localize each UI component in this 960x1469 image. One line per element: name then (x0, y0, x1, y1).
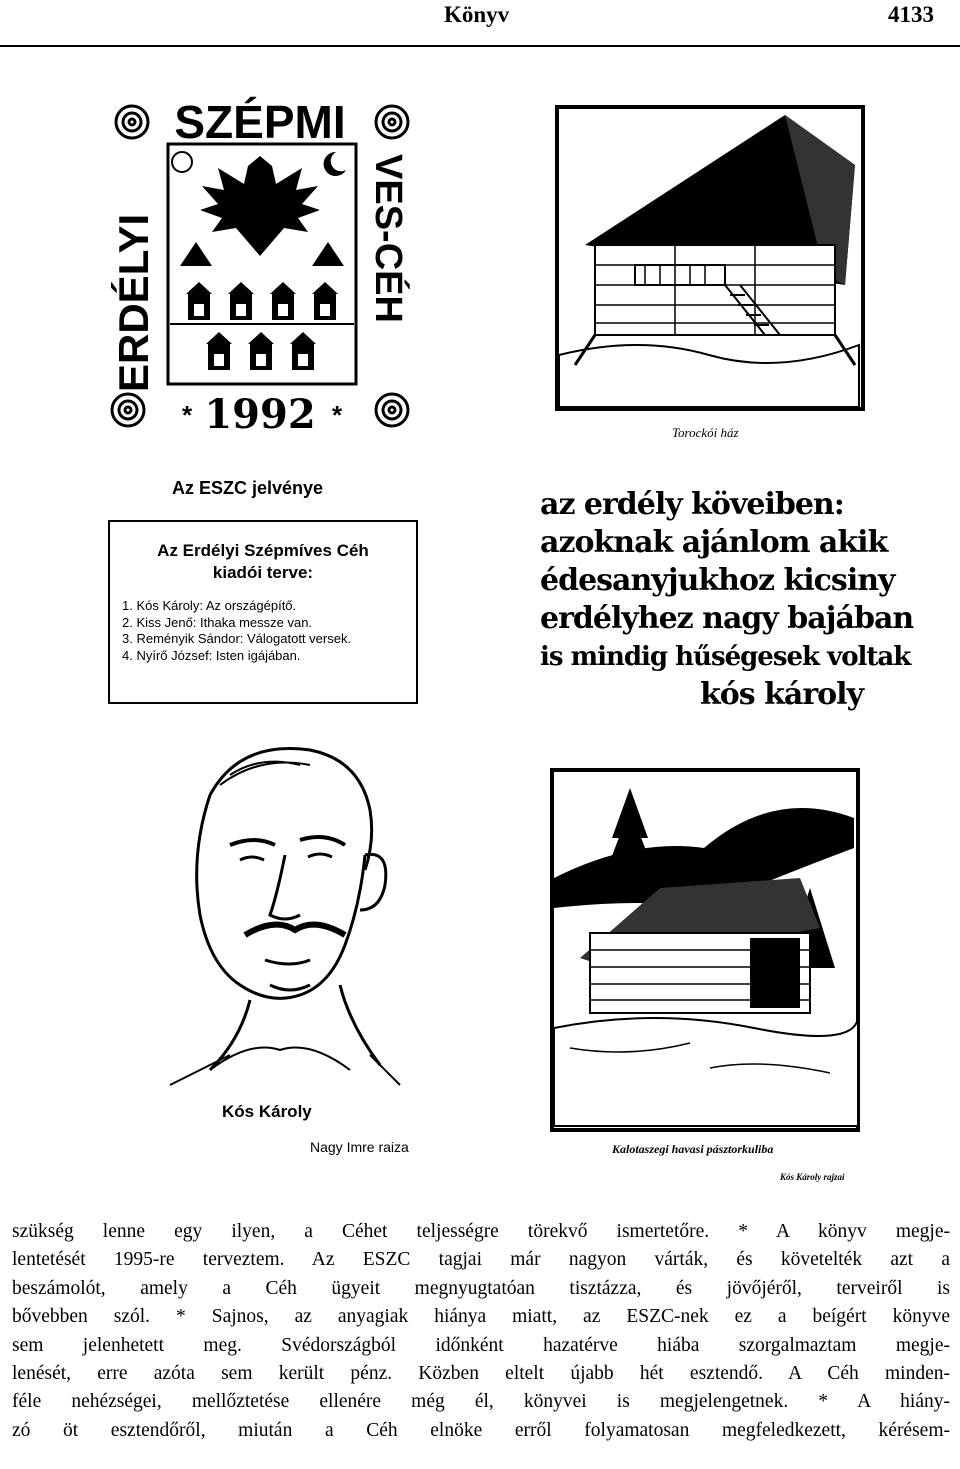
hut-caption: Kalotaszegi havasi pásztorkuliba (612, 1142, 774, 1156)
svg-text:*: * (182, 400, 193, 430)
plan-item: 2. Kiss Jenő: Ithaka messze van. (122, 614, 313, 630)
body-text (12, 1218, 950, 1445)
svg-text:*: * (332, 400, 343, 430)
quote-line: erdélyhez nagy bajában (540, 601, 914, 636)
plan-title-line2: kiadói terve: (212, 563, 314, 582)
emblem-year: 1992 (204, 391, 316, 437)
torockoi-house-figure (555, 105, 867, 413)
quote-signature: kós károly (700, 677, 863, 712)
emblem-top-text: SZÉPMI (174, 96, 346, 148)
body-line: sem jelenhetett meg. Svédországból időnként hazatérve hiába szorgalmaztam megje- (12, 1334, 950, 1356)
quote-line: is mindig hűségesek voltak (540, 642, 911, 672)
quote-line: édesanyjukhoz kicsiny (540, 563, 895, 598)
portrait-credit: Nagy Imre raiza (310, 1139, 409, 1155)
house-caption: Torockói ház (672, 425, 739, 440)
body-line: bővebben szól. * Sajnos, az anyagiak hiánya miatt, az ESZC-nek ez a beígért könyve (12, 1306, 950, 1328)
quote-line: azoknak ajánlom akik (540, 525, 888, 560)
emblem-right-text: VES-CÉH (367, 154, 409, 323)
plan-title-line1: Az Erdélyi Szépmíves Céh (157, 541, 369, 560)
kos-karoly-portrait (150, 735, 420, 1095)
body-line: lenését, erre azóta sem került pénz. Közben eltelt újabb hét esztendő. A Céh minden- (12, 1363, 950, 1385)
dedication-quote (540, 486, 940, 714)
hut-credit: Kós Károly rajzai (780, 1172, 845, 1182)
eszc-emblem (100, 92, 420, 437)
plan-item: 4. Nyírő József: Isten igájában. (122, 647, 301, 663)
body-line: lentetését 1995-re terveztem. Az ESZC tagjai már nagyon várták, és követelték azt a (12, 1249, 950, 1271)
plan-item: 3. Reményik Sándor: Válogatott versek. (122, 631, 352, 646)
quote-line: az erdély köveiben: (540, 487, 844, 522)
page-number: 4133 (888, 2, 934, 27)
running-header (0, 0, 960, 48)
kalotaszeg-hut-figure (550, 768, 862, 1134)
emblem-caption: Az ESZC jelvénye (172, 478, 324, 498)
publication-plan-box (108, 520, 418, 704)
body-line: féle nehézségei, mellőztetése ellenére még él, könyvei is megjelengetnek. * A hiány- (12, 1391, 950, 1413)
body-line: zó öt esztendőről, miután a Céh elnöke erről folyamatosan megfeledkezett, kérésem- (12, 1419, 950, 1441)
body-line: beszámolót, amely a Céh ügyeit megnyugtatóan tisztázza, és jövőjéről, terveiről is (12, 1277, 950, 1299)
header-rule (0, 45, 960, 47)
body-line: szükség lenne egy ilyen, a Céhet teljességre törekvő ismertetőre. * A könyv megje- (12, 1221, 950, 1242)
section-title: Könyv (444, 2, 510, 27)
portrait-caption: Kós Károly (222, 1102, 312, 1121)
plan-item: 1. Kós Károly: Az országépítő. (122, 598, 297, 613)
emblem-left-text: ERDÉLYI (110, 213, 157, 392)
